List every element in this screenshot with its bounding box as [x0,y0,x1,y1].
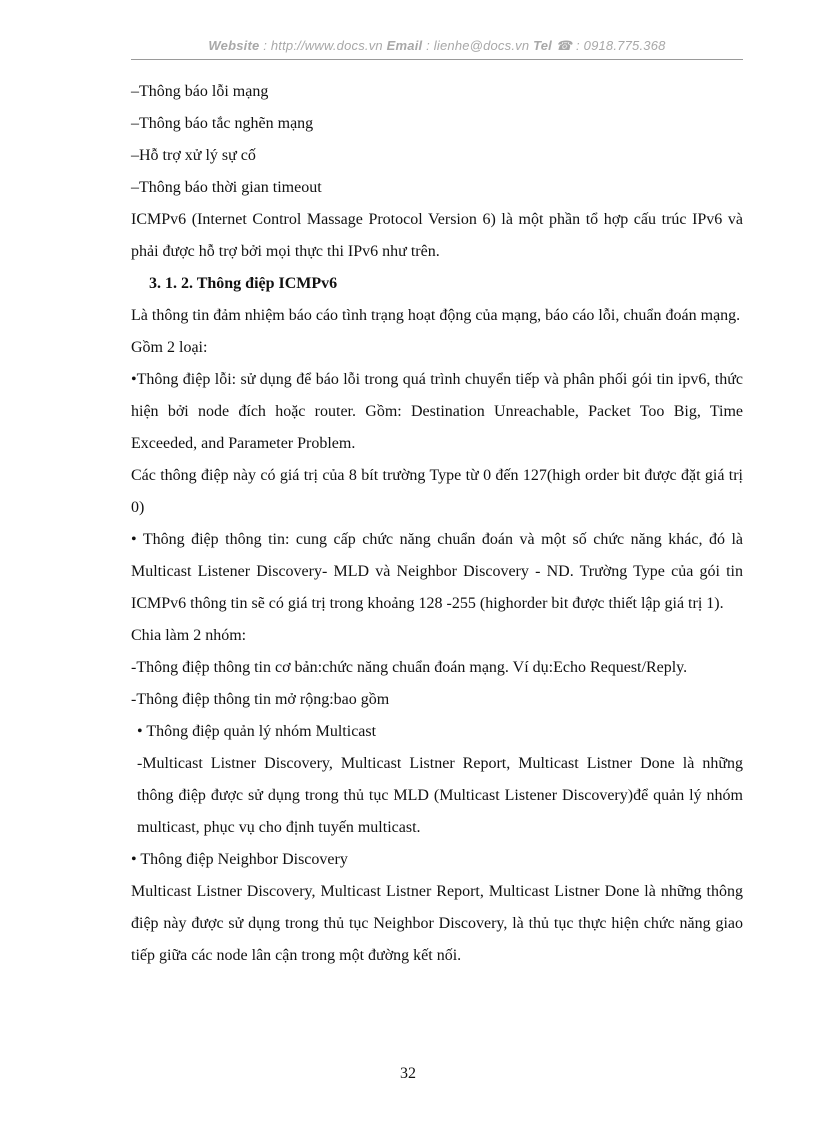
paragraph: Multicast Listner Discovery, Multicast Listner Report, Multicast Listner Done là những thông điệp này được sử dụng trong thủ tục Neighbor Discovery, là thủ tục thực hiện chức năng giao tiếp giữa các node lân cận trong một đường kết nối. [131,883,743,964]
paragraph: • Thông điệp Neighbor Discovery [131,851,348,868]
list-item: –Hỗ trợ xử lý sự cố [131,147,256,164]
email-separator: : [422,38,434,53]
website-label: Website [208,38,260,53]
paragraph: ICMPv6 (Internet Control Massage Protocol Version 6) là một phần tổ hợp cấu trúc IPv6 và phải được hỗ trợ bởi mọi thực thi IPv6 như trên. [131,211,743,260]
list-item: –Thông báo lỗi mạng [131,83,269,100]
section-heading: 3. 1. 2. Thông điệp ICMPv6 [149,275,338,292]
paragraph: • Thông điệp quản lý nhóm Multicast [137,723,377,740]
list-item: –Thông báo tắc nghẽn mạng [131,115,314,132]
header-rule [131,59,743,60]
paragraph: Là thông tin đảm nhiệm báo cáo tình trạng hoạt động của mạng, báo cáo lỗi, chuẩn đoán mạng. [131,307,741,324]
email-address: lienhe@docs.vn [433,38,530,53]
paragraph: Chia làm 2 nhóm: [131,627,247,644]
phone-icon: ☎ : [552,38,584,53]
website-url: http://www.docs.vn [270,38,383,53]
email-label: Email [386,38,423,53]
paragraph: •Thông điệp lỗi: sử dụng để báo lỗi trong quá trình chuyển tiếp và phân phối gói tin ipv6, thức hiện bởi node đích hoặc router. Gồm: Destination Unreachable, Packet Too Big, Time Exceeded, and Parameter Problem. [131,371,743,452]
website-separator: : [259,38,271,53]
paragraph: Gồm 2 loại: [131,339,208,356]
paragraph: Các thông điệp này có giá trị của 8 bít trường Type từ 0 đến 127(high order bit được đặt giá trị 0) [131,467,743,516]
page-content [131,76,743,972]
tel-number: 0918.775.368 [583,38,666,53]
paragraph: -Thông điệp thông tin cơ bản:chức năng chuẩn đoán mạng. Ví dụ:Echo Request/Reply. [131,659,688,676]
page-number: 32 [400,1065,416,1082]
tel-label: Tel [533,38,552,53]
page-header [131,38,743,58]
paragraph: -Multicast Listner Discovery, Multicast Listner Report, Multicast Listner Done là những thông điệp được sử dụng trong thủ tục MLD (Multicast Listener Discovery)để quản lý nhóm multicast, phục vụ cho định tuyến multicast. [137,755,743,836]
paragraph: • Thông điệp thông tin: cung cấp chức năng chuẩn đoán và một số chức năng khác, đó là Multicast Listener Discovery- MLD và Neighbor Discovery - ND. Trường Type của gói tin ICMPv6 thông tin sẽ có giá trị trong khoảng 128 -255 (highorder bit được thiết lập giá trị 1). [131,531,743,612]
paragraph: -Thông điệp thông tin mở rộng:bao gồm [131,691,390,708]
list-item: –Thông báo thời gian timeout [131,179,322,196]
